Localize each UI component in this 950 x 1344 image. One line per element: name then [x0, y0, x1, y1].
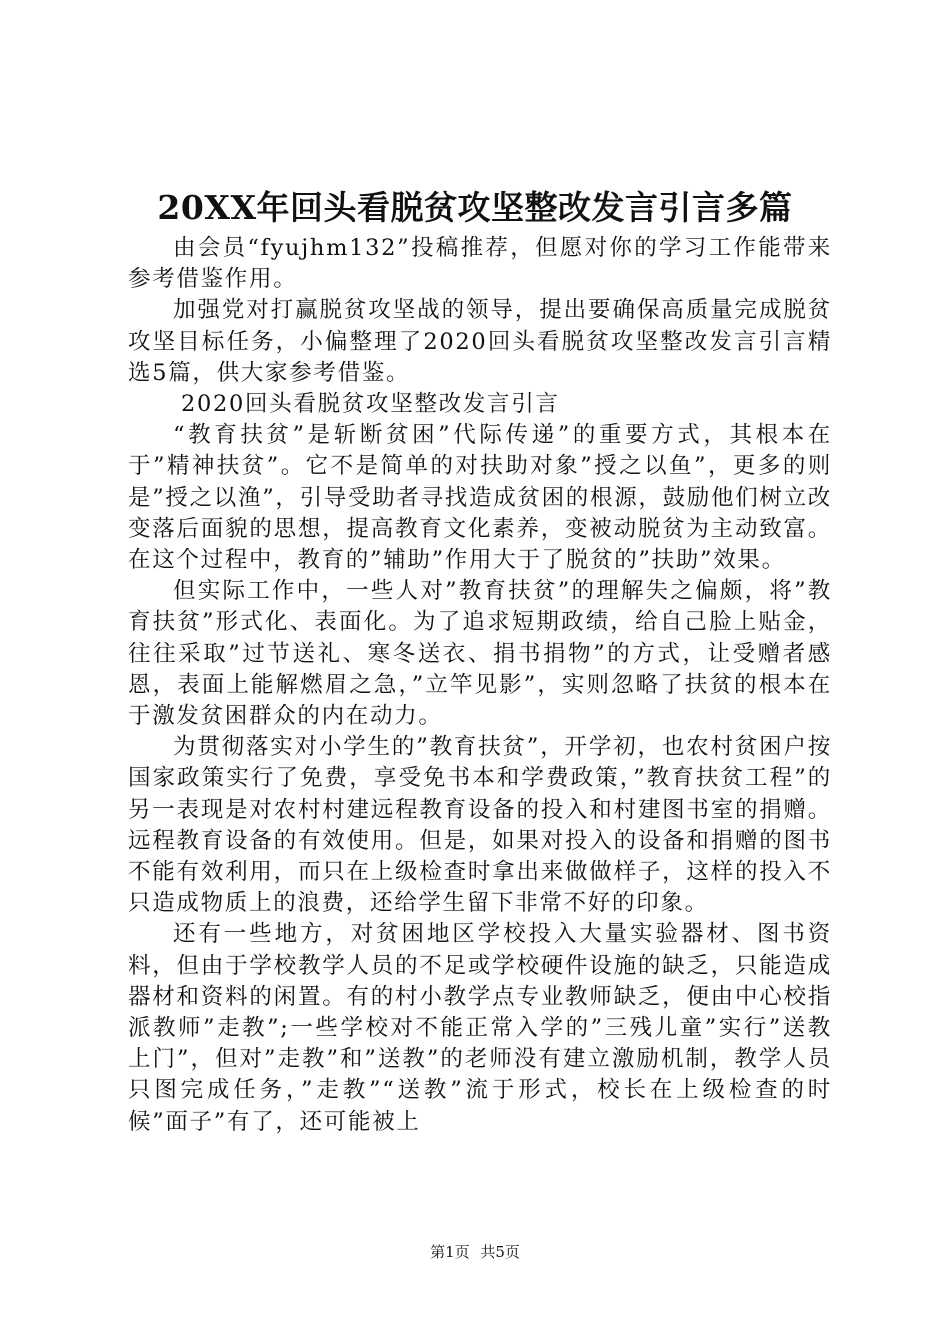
section-heading: 2020回头看脱贫攻坚整改发言引言: [181, 391, 560, 418]
paragraph-body-3: 为贯彻落实对小学生的”教育扶贫”，开学初，也农村贫困户按国家政策实行了免费，享受免书本和学费政策，”教育扶贫工程”的另一表现是对农村村建远程教育设备的投入和村建图书室的捐赠。远程教育设备的有效使用。但是，如果对投入的设备和捐赠的图书不能有效利用，而只在上级检查时拿出来做做样子，这样的投入不只造成物质上的浪费，还给学生留下非常不好的印象。: [128, 734, 832, 917]
paragraph-body-4: 还有一些地方，对贫困地区学校投入大量实验器材、图书资料，但由于学校教学人员的不足或学校硬件设施的缺乏，只能造成器材和资料的闲置。有的村小教学点专业教师缺乏，便由中心校指派教师”走教”;一些学校对不能正常入学的”三残儿童”实行”送教上门”，但对”走教”和”送教”的老师没有建立激励机制，教学人员只图完成任务，”走教”“送教”流于形式，校长在上级检查的时候”面子”有了，还可能被上: [128, 921, 832, 1135]
document-title: 20XX年回头看脱贫攻坚整改发言引言多篇: [157, 188, 793, 227]
document-body: [128, 233, 832, 1138]
page-total: 共5页: [480, 1243, 520, 1261]
page-number: 第1页: [430, 1243, 470, 1261]
paragraph-summary: 加强党对打赢脱贫攻坚战的领导，提出要确保高质量完成脱贫攻坚目标任务，小偏整理了2020回头看脱贫攻坚整改发言引言精选5篇，供大家参考借鉴。: [128, 297, 832, 386]
paragraph-body-2: 但实际工作中，一些人对”教育扶贫”的理解失之偏颇，将”教育扶贫”形式化、表面化。为了追求短期政绩，给自己脸上贴金，往往采取”过节送礼、寒冬送衣、捐书捐物”的方式，让受赠者感恩，表面上能解燃眉之急，”立竿见影”，实则忽略了扶贫的根本在于激发贫困群众的内在动力。: [128, 578, 832, 730]
paragraph-body-1: “教育扶贫”是斩断贫困”代际传递”的重要方式，其根本在于”精神扶贫”。它不是简单的对扶助对象”授之以鱼”，更多的则是”授之以渔”，引导受助者寻找造成贫困的根源，鼓励他们树立改变落后面貌的思想，提高教育文化素养，变被动脱贫为主动致富。在这个过程中，教育的”辅助”作用大于了脱贫的”扶助”效果。: [128, 422, 833, 574]
page-footer: [0, 1242, 950, 1262]
paragraph-intro: 由会员“fyujhm132”投稿推荐，但愿对你的学习工作能带来参考借鉴作用。: [128, 235, 832, 293]
